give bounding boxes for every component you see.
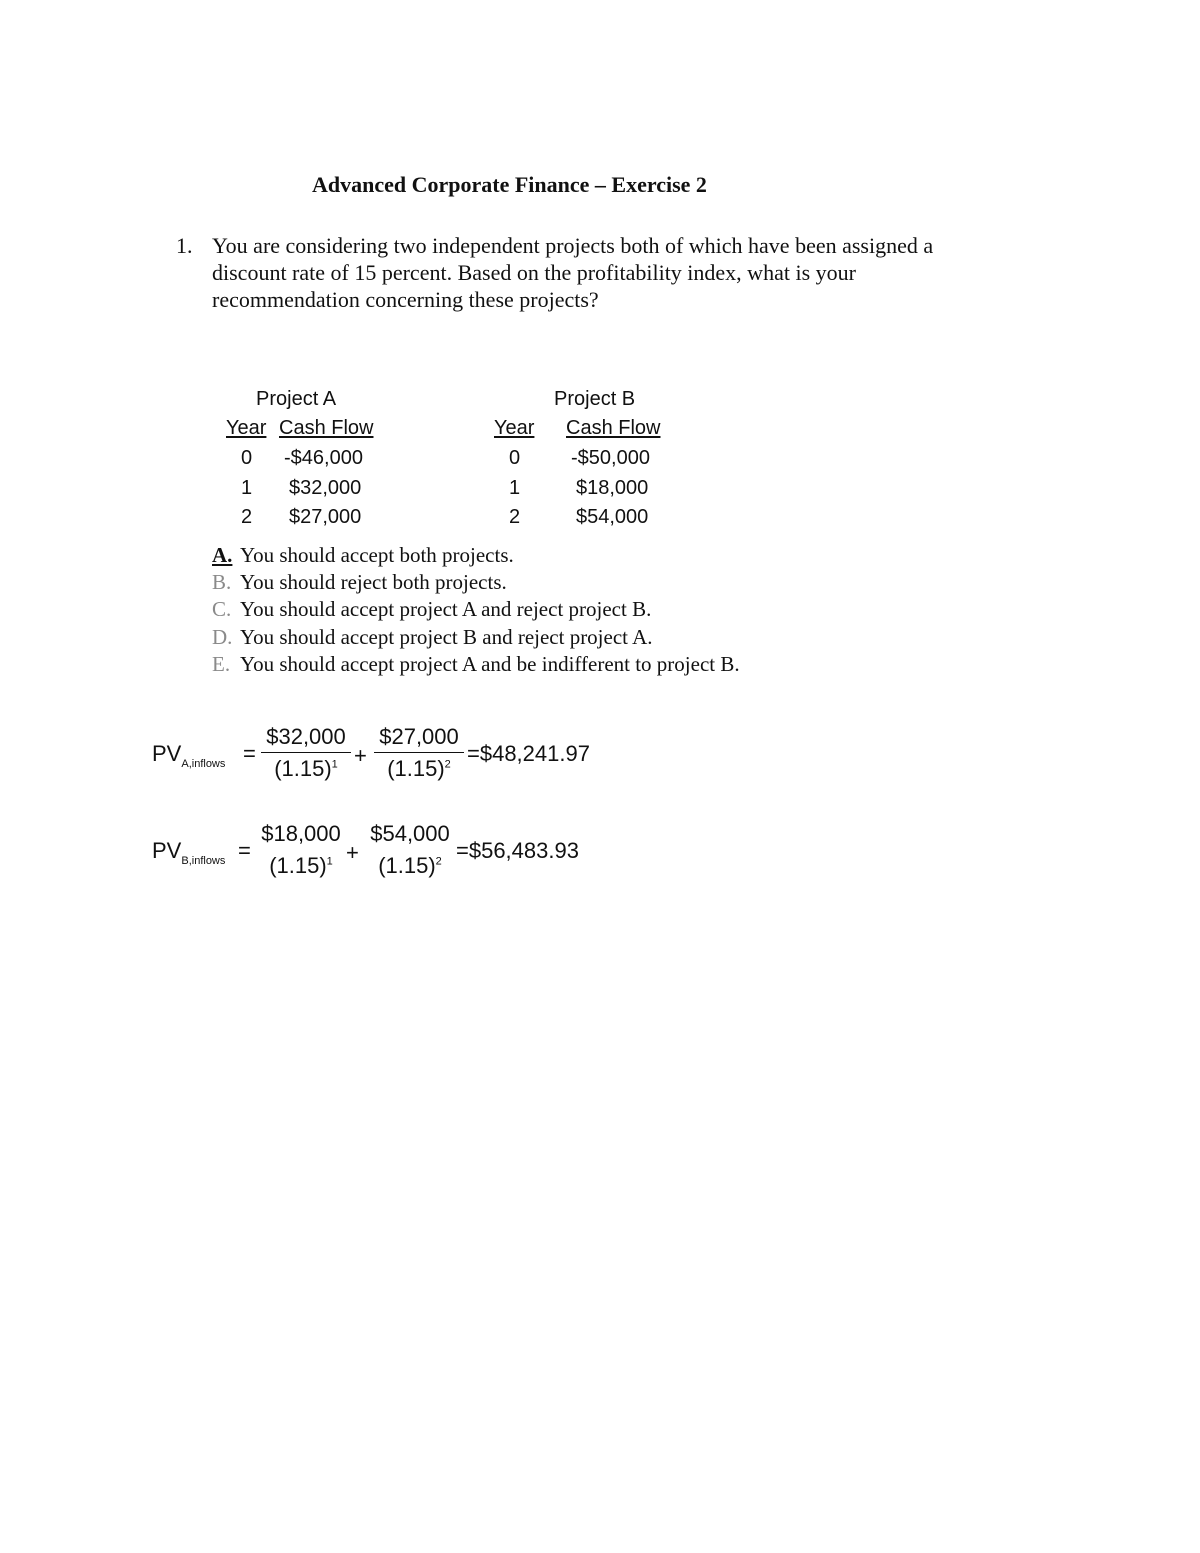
fraction-numerator: $27,000 — [379, 724, 459, 749]
pv-symbol: PV — [152, 838, 182, 863]
fraction-bar — [366, 849, 454, 850]
question-number: 1. — [176, 233, 193, 258]
answer-letter: E. — [212, 651, 231, 676]
plus-sign: + — [346, 840, 359, 865]
pv-subscript: B,inflows — [181, 855, 226, 867]
answer-text: You should accept both projects. — [240, 543, 514, 567]
fraction-denominator: $(1.15)^2$ — [387, 756, 451, 781]
exponent: 1 — [331, 758, 338, 771]
answer-choice-a — [212, 542, 740, 569]
fraction-numerator: $32,000 — [266, 724, 346, 749]
answer-text: You should accept project A and reject project B. — [240, 597, 652, 622]
project-a-year-1: 1 — [241, 477, 253, 499]
fraction-bar — [261, 752, 351, 753]
answer-text: You should accept project A and be indifferent to project B. — [240, 651, 740, 676]
exponent: 2 — [444, 758, 451, 771]
project-a-title: Project A — [256, 388, 337, 410]
project-a-cashflow-0: -$46,000 — [284, 447, 363, 469]
project-b-table — [494, 385, 684, 535]
equals-sign: = — [243, 741, 256, 766]
project-a-year-2: 2 — [241, 506, 253, 528]
project-b-cashflow-0: -$50,000 — [571, 447, 650, 469]
answer-letter: B. — [212, 570, 232, 595]
project-a-cashflow-2: $27,000 — [289, 506, 362, 528]
plus-sign: + — [354, 743, 367, 768]
answer-choice-c — [212, 596, 740, 623]
project-b-year-0: 0 — [509, 447, 521, 469]
project-b-cashflow-header: Cash Flow — [566, 417, 661, 439]
answer-letter: C. — [212, 597, 232, 622]
pv-b-result: =$56,483.93 — [456, 838, 579, 863]
pv-a-result: =$48,241.97 — [467, 741, 590, 766]
project-a-table — [226, 385, 396, 535]
fraction-denominator: $(1.15)^2$ — [378, 853, 442, 878]
answer-text: You should reject both projects. — [240, 570, 507, 595]
exponent: 2 — [435, 855, 442, 868]
project-b-year-2: 2 — [509, 506, 521, 528]
answer-letter: D. — [212, 624, 233, 649]
answer-choices — [212, 542, 740, 678]
question-text: You are considering two independent projects both of which have been assigned a discount rate of 15 percent. Based on the profitability index, what is your recommendation concerning these projects? — [212, 233, 934, 312]
pv-symbol: PV — [152, 741, 182, 766]
fraction-term-2 — [366, 821, 454, 879]
project-b-title: Project B — [554, 388, 636, 410]
project-a-year-header: Year — [226, 417, 267, 439]
fraction-bar — [374, 752, 464, 753]
answer-text: You should accept project B and reject project A. — [240, 624, 653, 649]
page-title: Advanced Corporate Finance – Exercise 2 — [312, 172, 707, 197]
answer-letter: A. — [212, 543, 233, 567]
project-b-year-header: Year — [494, 417, 535, 439]
project-b-cashflow-2: $54,000 — [576, 506, 649, 528]
project-b-year-1: 1 — [509, 477, 521, 499]
project-a-cashflow-header: Cash Flow — [279, 417, 374, 439]
fraction-denominator: $(1.15)^1$ — [269, 853, 333, 878]
answer-choice-e — [212, 651, 740, 678]
exponent: 1 — [326, 855, 333, 868]
project-a-year-0: 0 — [241, 447, 253, 469]
project-a-cashflow-1: $32,000 — [289, 477, 362, 499]
fraction-term-1 — [256, 821, 346, 879]
pv-b-label — [152, 838, 225, 867]
fraction-bar — [256, 849, 346, 850]
pv-subscript: A,inflows — [181, 758, 226, 770]
equals-sign: = — [238, 838, 251, 863]
fraction-denominator: $(1.15)^1$ — [274, 756, 338, 781]
project-b-cashflow-1: $18,000 — [576, 477, 649, 499]
answer-choice-d — [212, 624, 740, 651]
pv-a-label — [152, 741, 225, 770]
fraction-term-2 — [374, 724, 464, 782]
fraction-term-1 — [261, 724, 351, 782]
fraction-numerator: $54,000 — [370, 821, 450, 846]
fraction-numerator: $18,000 — [261, 821, 341, 846]
answer-choice-b — [212, 569, 740, 596]
